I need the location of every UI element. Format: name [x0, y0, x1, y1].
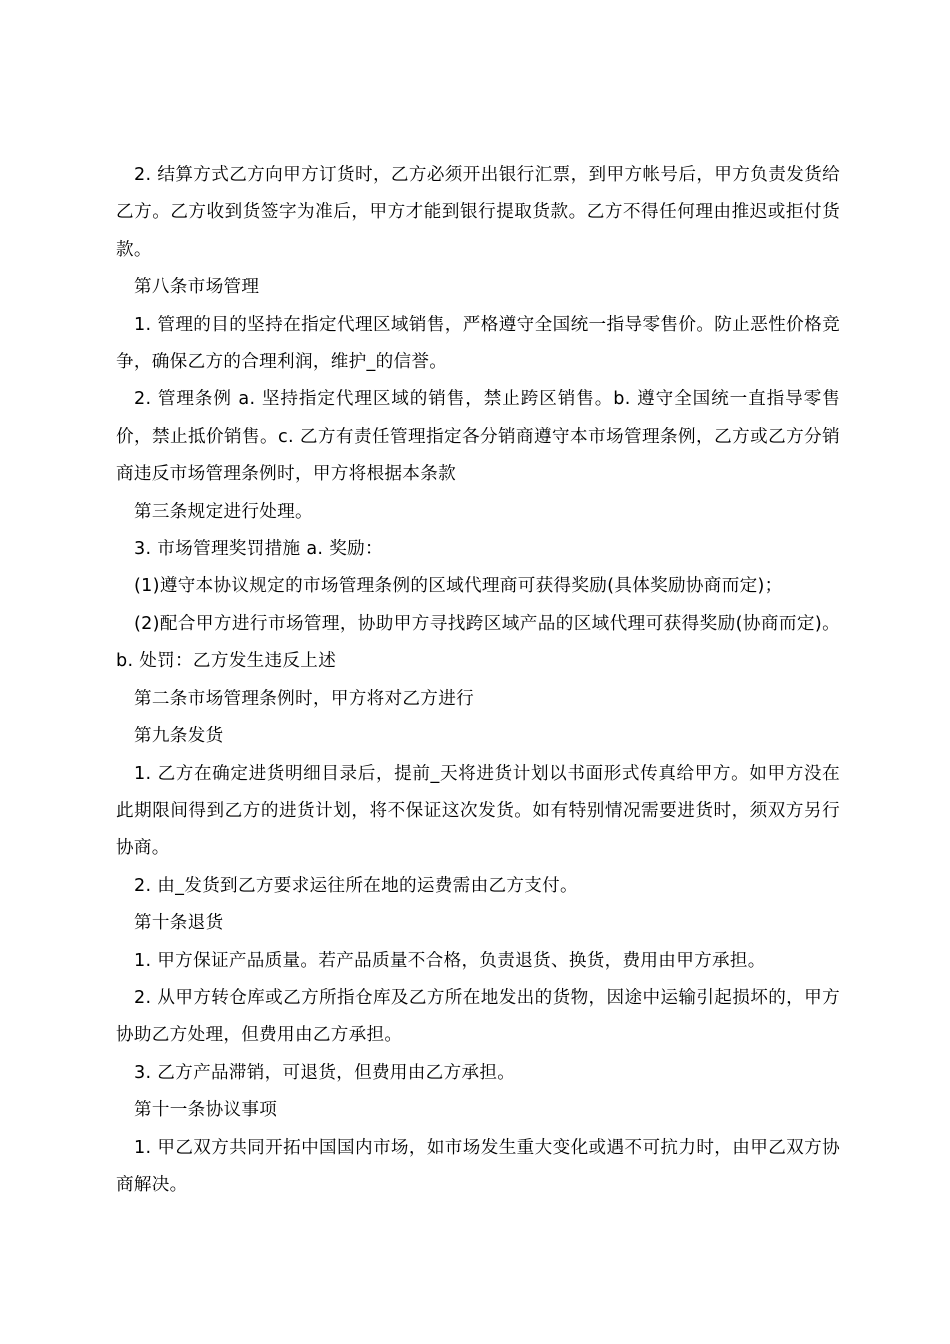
heading-article-9: 第九条发货: [134, 726, 224, 747]
paragraph-market-cooperation: 1. 甲乙双方共同开拓中国国内市场，如市场发生重大变化或遇不可抗力时，由甲乙双方协商解决。: [116, 1137, 840, 1195]
paragraph-freight: 2. 由_发货到乙方要求运往所在地的运费需由乙方支付。: [134, 875, 578, 896]
paragraph-unsold-returns: 3. 乙方产品滞销，可退货，但费用由乙方承担。: [134, 1062, 516, 1083]
document-body: [116, 157, 840, 1204]
heading-article-11: 第十一条协议事项: [134, 1100, 278, 1121]
paragraph-delivery-plan: 1. 乙方在确定进货明细目录后，提前_天将进货计划以书面形式传真给甲方。如甲方没在此期限间得到乙方的进货计划，将不保证这次发货。如有特别情况需要进货时，须双方另行协商。: [116, 763, 840, 859]
paragraph-transport-damage: 2. 从甲方转仓库或乙方所指仓库及乙方所在地发出的货物，因途中运输引起损坏的，甲方协助乙方处理，但费用由乙方承担。: [116, 987, 840, 1046]
paragraph-reward-item-1: (1)遵守本协议规定的市场管理条例的区域代理商可获得奖励(具体奖励协商而定)；: [134, 576, 783, 597]
heading-article-8: 第八条市场管理: [134, 277, 260, 298]
paragraph-rewards-penalties: 3. 市场管理奖罚措施 a. 奖励：: [134, 539, 383, 560]
paragraph-management-rules: 2. 管理条例 a. 坚持指定代理区域的销售，禁止跨区销售。b. 遵守全国统一直指导零售价，禁止抵价销售。c. 乙方有责任管理指定各分销商遵守本市场管理条例，乙方或乙方分销商违反市场管理条例时，甲方将根据本条款: [116, 389, 840, 485]
paragraph-management-purpose: 1. 管理的目的坚持在指定代理区域销售，严格遵守全国统一指导零售价。防止恶性价格竞争，确保乙方的合理利润，维护_的信誉。: [116, 314, 840, 373]
heading-article-10: 第十条退货: [134, 913, 224, 934]
paragraph-reward-item-2: (2)配合甲方进行市场管理，协助甲方寻找跨区域产品的区域代理可获得奖励(协商而定)。b. 处罚：乙方发生违反上述: [116, 613, 840, 672]
paragraph-quality-guarantee: 1. 甲方保证产品质量。若产品质量不合格，负责退货、换货，费用由甲方承担。: [134, 950, 766, 971]
paragraph-article-2-reference: 第二条市场管理条例时，甲方将对乙方进行: [134, 688, 474, 709]
paragraph-settlement-method: 2. 结算方式乙方向甲方订货时，乙方必须开出银行汇票，到甲方帐号后，甲方负责发货给乙方。乙方收到货签字为准后，甲方才能到银行提取货款。乙方不得任何理由推迟或拒付货款。: [116, 165, 840, 260]
paragraph-article-3-reference: 第三条规定进行处理。: [134, 501, 313, 522]
